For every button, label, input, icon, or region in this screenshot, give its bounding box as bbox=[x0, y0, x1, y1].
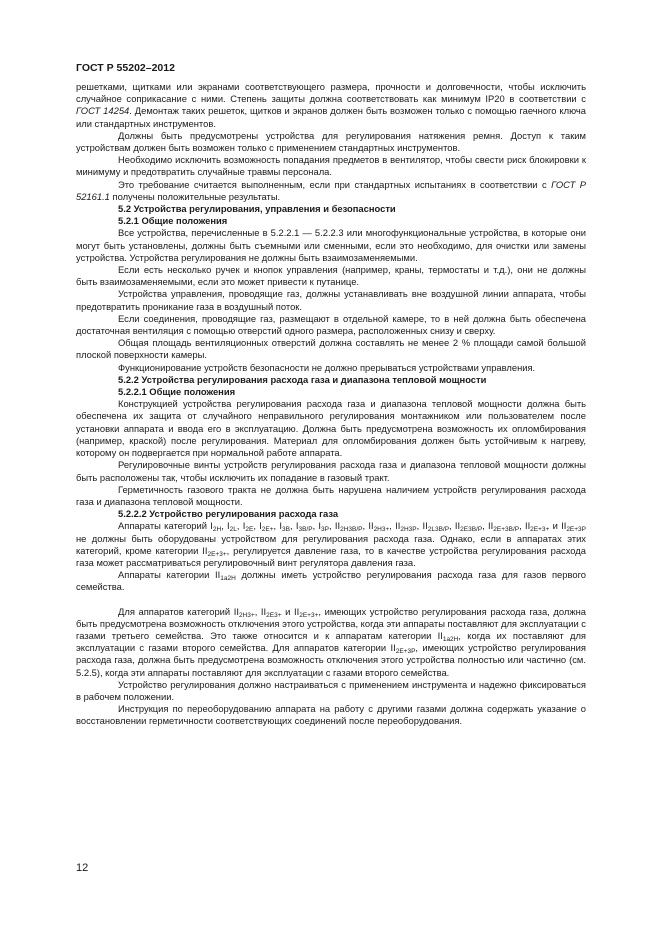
paragraph: Общая площадь вентиляционных отверстий должна составлять не менее 2 % площади самой большой плоской поверхности камеры. bbox=[76, 337, 586, 361]
standard-reference: ГОСТ 14254 bbox=[76, 105, 130, 117]
paragraph-categories: Аппараты категорий $I_{2H}$, $I_{2L}$, $I_{2E}$, $I_{2E+}$, $I_{3B}$, $I_{3B/P}$, $I_{3P}$, $II_{2H3B/P}$, $II_{2H3+}$, $II_{2H3P}$, $II_{2L3B/P}$, $II_{2E3B/P}$, $II_{2E+3B/P}$, $II_{2E+3+}$ и $II_{2E+3P}$ не должны быть оборудованы устройством для регулирования расхода газа. Однако, если в аппаратах этих категорий, кроме категории $II_{2E+3+}$, регулируется давление газа, то в качестве устройства регулирования расхода газа может рассматриваться регулировочный винт регулятора давления газа. bbox=[76, 520, 587, 568]
paragraph: решетками, щитками или экранами соответствующего размера, прочности и долговечности, чтобы исключить случайное соприкасание с ними. Степень защиты должна соответствовать как минимум IP20 в соответствии с ГОСТ 14254. Демонтаж таких решеток, щитков и экранов должен быть возможен только с помощью гаечного ключа или стандартных инструментов. bbox=[76, 81, 586, 129]
section-heading-5-2-2-2: 5.2.2.2 Устройство регулирования расхода газа bbox=[118, 508, 339, 520]
paragraph: Если есть несколько ручек и кнопок управления (например, краны, термостаты и т.д.), они не должны быть взаимозаменяемыми, если это может привести к путанице. bbox=[76, 264, 586, 288]
section-heading-5-2-2-1: 5.2.2.1 Общие положения bbox=[118, 386, 236, 398]
paragraph: Аппараты категории $II_{1a2H}$ должны иметь устройство регулирования расхода газа для газов первого семейства. bbox=[76, 569, 586, 593]
paragraph: Функционирование устройств безопасности не должно прерываться устройствами управления. bbox=[118, 361, 536, 373]
page-number: 12 bbox=[76, 862, 89, 874]
paragraph: Инструкция по переоборудованию аппарата на работу с другими газами должна содержать указание о восстановлении герметичности соответствующих соединений после переоборудования. bbox=[76, 703, 586, 727]
section-heading-5-2: 5.2 Устройства регулирования, управления и безопасности bbox=[118, 203, 396, 215]
paragraph: Необходимо исключить возможность попадания предметов в вентилятор, чтобы свести риск блокировки к минимуму и предотвратить случайные травмы персонала. bbox=[76, 154, 586, 178]
paragraph: Устройства управления, проводящие газ, должны устанавливать вне воздушной линии аппарата, чтобы предотвратить проникание газа в воздушный поток. bbox=[76, 288, 586, 312]
paragraph: Регулировочные винты устройств регулирования расхода газа и диапазона тепловой мощности должны быть расположены так, чтобы исключить их попадание в газовый тракт. bbox=[76, 459, 586, 483]
standard-reference: ГОСТ Р 52161.1 bbox=[76, 178, 586, 202]
section-heading-5-2-1: 5.2.1 Общие положения bbox=[118, 215, 228, 227]
paragraph: Это требование считается выполненным, если при стандартных испытаниях в соответствии с ГОСТ Р 52161.1 получены положительные результаты. bbox=[76, 178, 586, 202]
document-header: ГОСТ Р 55202–2012 bbox=[76, 62, 175, 74]
paragraph: Для аппаратов категорий $II_{2H3+}$, $II_{2E3+}$ и $II_{2E+3+}$, имеющих устройство регулирования расхода газа, должна быть предусмотрена возможность отключения этого устройства, когда эти аппараты поставляют для эксплуатации с газами третьего семейства. Это также относится и к аппаратам категории $II_{1a2H}$, когда их поставляют для эксплуатации с газами второго семейства. Для аппаратов категории $II_{2E+3P}$, имеющих устройство регулирования расхода газа, должна быть предусмотрена возможность отключения этого устройства полностью или частично (см. 5.2.5), когда эти аппараты поставляют для эксплуатации с газами второго семейства. bbox=[76, 605, 587, 678]
blank-line bbox=[76, 594, 586, 606]
paragraph: Если соединения, проводящие газ, размещают в отдельной камере, то в ней должна быть обеспечена достаточная вентиляция с помощью отверстий одного размера, расположенных снизу и сверху. bbox=[76, 312, 586, 337]
section-heading-5-2-2: 5.2.2 Устройства регулирования расхода газа и диапазона тепловой мощности bbox=[118, 373, 487, 385]
paragraph: Должны быть предусмотрены устройства для регулирования натяжения ремня. Доступ к таким устройствам должен быть возможен только с применением стандартных инструментов. bbox=[76, 129, 586, 154]
paragraph: Устройство регулирования должно настраиваться с применением инструмента и надежно фиксироваться в рабочем положении. bbox=[76, 678, 586, 702]
paragraph: Все устройства, перечисленные в 5.2.2.1 — 5.2.2.3 или многофункциональные устройства, в которые они могут быть установлены, должны быть съемными или сменными, если это необходимо, для очистки или замены устройства. Устройства регулирования не должны быть взаимозаменяемыми. bbox=[76, 227, 586, 263]
paragraph: Конструкцией устройства регулирования расхода газа и диапазона тепловой мощности должна быть обеспечена их защита от случайного неправильного регулирования монтажником или пользователем после установки аппарата и ввода его в эксплуатацию. Должна быть предусмотрена возможность их опломбирования (например, краской) после регулирования. Материал для опломбирования должен быть устойчивым к нагреву, которому он подвергается при нормальной работе аппарата. bbox=[76, 398, 586, 459]
document-body bbox=[76, 81, 586, 728]
paragraph: Герметичность газового тракта не должна быть нарушена наличием устройств регулирования расхода газа и диапазона тепловой мощности. bbox=[76, 483, 586, 507]
